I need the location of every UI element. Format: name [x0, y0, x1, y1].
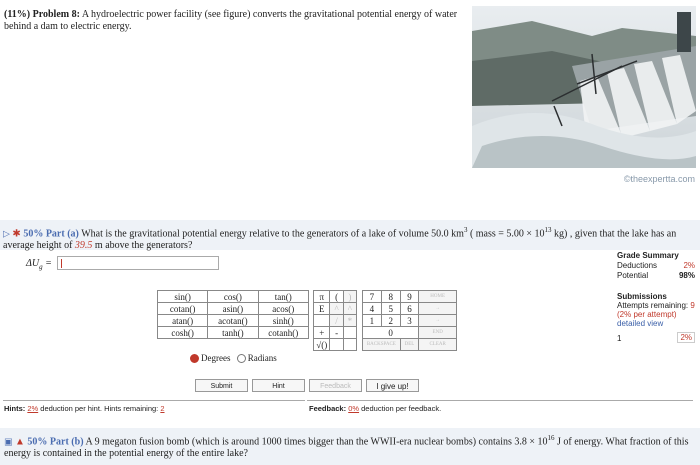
key-7[interactable]: 7 [363, 291, 382, 303]
problem-weight: (11%) [4, 9, 31, 20]
func-cotan[interactable]: cotan() [158, 303, 208, 315]
feedback-text: deduction per feedback. [359, 404, 442, 413]
hints-label: Hints: [4, 404, 26, 413]
hint-button[interactable]: Hint [252, 379, 305, 392]
answer-symbol: ΔU [26, 258, 40, 269]
key-divide[interactable]: / [330, 315, 343, 327]
feedback-button[interactable]: Feedback [309, 379, 362, 392]
deductions-value: 2% [683, 261, 695, 270]
key-blank [314, 315, 330, 327]
hints-remaining: 2 [160, 404, 165, 413]
part-b-weight: 50% [27, 436, 48, 448]
key-caret[interactable]: ^ [330, 303, 343, 315]
key-6[interactable]: 6 [400, 303, 419, 315]
key-close-paren[interactable]: ) [343, 291, 356, 303]
key-clear[interactable]: CLEAR [419, 339, 457, 351]
part-a-height: 39.5 [74, 240, 93, 252]
answer-input[interactable] [57, 256, 219, 270]
func-cotanh[interactable]: cotanh() [258, 327, 308, 339]
key-9[interactable]: 9 [400, 291, 419, 303]
key-0[interactable]: 0 [363, 327, 419, 339]
part-b-label: Part (b) [49, 436, 84, 448]
part-a-text-3: kg) , given that the lake has an average height of [3, 228, 677, 252]
key-1[interactable]: 1 [363, 315, 382, 327]
key-right[interactable]: → [419, 303, 457, 315]
func-cos[interactable]: cos() [208, 291, 258, 303]
submissions [617, 292, 695, 328]
key-blank-3 [330, 339, 343, 351]
key-multiply[interactable]: * [343, 315, 356, 327]
problem-statement [4, 9, 459, 33]
part-a-weight: 50% [23, 228, 44, 240]
key-open-paren[interactable]: ( [330, 291, 343, 303]
key-pi[interactable]: π [314, 291, 330, 303]
part-b-question [4, 432, 694, 460]
part-a-exp-1: 3 [463, 226, 468, 234]
expand-part-b-icon[interactable]: ▣ [4, 436, 13, 447]
potential-label: Potential [617, 271, 649, 280]
part-a-text-1: What is the gravitational potential energy relative to the generators of a lake of volume 50.0 km [81, 228, 464, 240]
func-asin[interactable]: asin() [208, 303, 258, 315]
problem-label: Problem 8: [32, 9, 80, 20]
key-del[interactable]: DEL [400, 339, 419, 351]
submission-pct: 2% [677, 332, 695, 343]
key-blank-4 [343, 339, 356, 351]
warning-icon: ▲ [15, 436, 25, 448]
key-3[interactable]: 3 [400, 315, 419, 327]
func-cosh[interactable]: cosh() [158, 327, 208, 339]
attempts-value: 9 [690, 301, 695, 310]
feedback-pct: 0% [348, 404, 360, 413]
give-up-button[interactable]: I give up! [366, 379, 419, 392]
submission-row [617, 334, 695, 343]
key-5[interactable]: 5 [381, 303, 400, 315]
image-credit: ©theexpertta.com [623, 174, 695, 184]
key-blank-2 [343, 327, 356, 339]
key-home[interactable]: HOME [419, 291, 457, 303]
func-atan[interactable]: atan() [158, 315, 208, 327]
part-a-exp-2: 13 [544, 226, 552, 234]
radians-label: Radians [247, 353, 277, 363]
func-tanh[interactable]: tanh() [208, 327, 258, 339]
degrees-radio[interactable] [190, 354, 199, 363]
calculator-functions [157, 290, 309, 339]
degrees-label: Degrees [201, 353, 231, 363]
calculator-symbols [313, 290, 357, 351]
radians-radio[interactable] [237, 354, 246, 363]
func-sin[interactable]: sin() [158, 291, 208, 303]
part-b-exp: 16 [547, 434, 555, 442]
key-end[interactable]: END [419, 327, 457, 339]
part-a-label: Part (a) [45, 228, 79, 240]
submit-button[interactable]: Submit [195, 379, 248, 392]
key-sqrt[interactable]: √() [314, 339, 330, 351]
key-caret-2[interactable]: ^ [343, 303, 356, 315]
func-sinh[interactable]: sinh() [258, 315, 308, 327]
hints-text: deduction per hint. Hints remaining: [38, 404, 161, 413]
grade-summary-title: Grade Summary [617, 251, 679, 260]
hints-pct: 2% [27, 404, 39, 413]
func-acos[interactable]: acos() [258, 303, 308, 315]
part-a-text-4: m above the generators? [92, 240, 193, 252]
answer-label [26, 258, 52, 271]
key-backspace[interactable]: BACKSPACE [363, 339, 401, 351]
expand-arrow-icon[interactable]: ▷ [3, 228, 10, 239]
detailed-view-link[interactable]: detailed view [617, 319, 664, 328]
problem-text: A hydroelectric power facility (see figure) converts the gravitational potential energy of water behind a dam to electric energy. [4, 9, 458, 32]
part-a-question [3, 224, 695, 252]
func-acotan[interactable]: acotan() [208, 315, 258, 327]
potential-value: 98% [678, 271, 695, 280]
attempts-label: Attempts remaining: [617, 301, 689, 310]
key-2[interactable]: 2 [381, 315, 400, 327]
answer-equals: = [42, 258, 52, 269]
hints-info [4, 404, 165, 413]
part-b-text-1: A 9 megaton fusion bomb (which is around 1000 times bigger than the WWII-era nuclear bombs) contains 3.8 × 10 [85, 436, 548, 448]
submission-number: 1 [617, 334, 622, 343]
func-tan[interactable]: tan() [258, 291, 308, 303]
part-a-text-2: ( mass = 5.00 × 10 [467, 228, 545, 240]
key-minus[interactable]: - [330, 327, 343, 339]
angle-mode [186, 353, 277, 364]
dam-photo [472, 6, 696, 168]
key-4[interactable]: 4 [363, 303, 382, 315]
key-plus[interactable]: + [314, 327, 330, 339]
key-left[interactable]: → [419, 315, 457, 327]
submissions-title: Submissions [617, 292, 667, 301]
incorrect-mark-icon: ✱ [12, 228, 21, 240]
deductions-label: Deductions [617, 261, 658, 270]
feedback-divider [307, 400, 693, 401]
calculator-keypad [362, 290, 457, 351]
grade-summary [617, 251, 695, 281]
feedback-label: Feedback: [309, 404, 347, 413]
part-b-text-2: J of energy. What fraction of this energy is contained in the potential energy of the entire lake? [4, 436, 689, 460]
hints-divider [3, 400, 305, 401]
answer-subscript: g [39, 263, 43, 271]
key-e[interactable]: E [314, 303, 330, 315]
key-8[interactable]: 8 [381, 291, 400, 303]
per-attempt: (2% per attempt) [617, 310, 677, 319]
feedback-info [309, 404, 441, 413]
